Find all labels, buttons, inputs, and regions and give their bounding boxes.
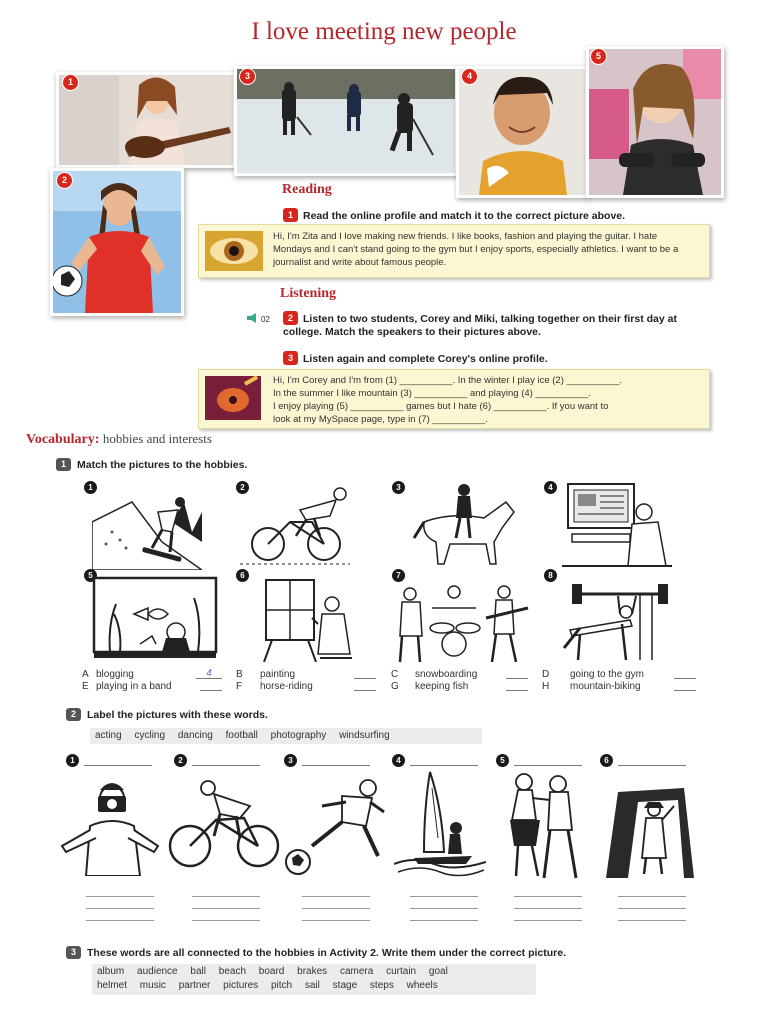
answer-a[interactable]: [196, 668, 222, 679]
task-number-1: 1: [283, 208, 298, 222]
option-d-letter: D: [542, 669, 550, 680]
ex2-pic-number-4: 4: [392, 754, 405, 767]
answer-g[interactable]: [506, 680, 528, 691]
ex2-label-line-6[interactable]: [618, 755, 686, 766]
windsurfer-illustration: [394, 768, 486, 880]
photo-smiling-boy-image: [459, 69, 585, 195]
ex3-word: beach: [218, 966, 247, 977]
ex3-word: curtain: [386, 966, 417, 977]
ex1-pic-number-3: 3: [392, 481, 405, 494]
photo-gaming-girl: [586, 46, 724, 198]
guitar-photo-icon: [205, 376, 261, 420]
horse-rider-illustration: [410, 482, 520, 570]
corey-profile-line-1: Hi, I'm Corey and I'm from (1) __________. In the winter I play ice (2) __________.: [273, 375, 622, 386]
option-f: [236, 681, 313, 692]
ex3-word: ball: [190, 966, 206, 977]
vocabulary-subheading: hobbies and interests: [102, 431, 212, 446]
write-line[interactable]: [302, 920, 370, 921]
answer-a-text: 4: [206, 668, 212, 679]
photo-number-5: 5: [590, 48, 607, 65]
option-a: [82, 669, 134, 680]
option-d: [542, 669, 644, 680]
corey-profile-line-2: In the summer I like mountain (3) __________ and playing (4) __________.: [273, 388, 591, 399]
listening-task-3-text: Listen again and complete Corey's online profile.: [303, 353, 548, 365]
ex3-word: sail: [304, 980, 320, 991]
mountain-biker-illustration: [240, 482, 350, 570]
ex1-pic-number-8: 8: [544, 569, 557, 582]
audio-track[interactable]: [247, 313, 270, 324]
answer-b[interactable]: [354, 668, 376, 679]
option-b-text: painting: [260, 669, 296, 680]
photo-guitar-girl: [56, 72, 236, 168]
ex1-pic-number-1: 1: [84, 481, 97, 494]
option-g: [391, 681, 468, 692]
write-line[interactable]: [86, 920, 154, 921]
ex2-word-bank: [90, 728, 482, 744]
dancers-illustration: [496, 770, 588, 882]
vocabulary-label: Vocabulary:: [26, 432, 100, 447]
ex2-pic-number-6: 6: [600, 754, 613, 767]
ex2-pic-number-1: 1: [66, 754, 79, 767]
ex2-instruction: [66, 708, 268, 721]
ex1-instruction-text: Match the pictures to the hobbies.: [77, 459, 248, 471]
reading-task-1: [283, 208, 625, 222]
write-line[interactable]: [410, 908, 478, 909]
photo-number-2: 2: [56, 172, 73, 189]
write-line[interactable]: [302, 896, 370, 897]
ex3-word: board: [258, 966, 285, 977]
photo-number-4: 4: [461, 68, 478, 85]
photo-number-3: 3: [239, 68, 256, 85]
listening-heading: Listening: [280, 286, 337, 301]
answer-e[interactable]: [200, 680, 222, 691]
ex3-instruction-text: These words are all connected to the hobbies in Activity 2. Write them under the correct picture.: [87, 947, 567, 959]
ex2-label-line-1[interactable]: [84, 755, 152, 766]
ex3-word: helmet: [97, 980, 128, 991]
ex2-label-line-5[interactable]: [514, 755, 582, 766]
ex2-word: cycling: [134, 730, 166, 741]
write-line[interactable]: [514, 896, 582, 897]
write-line[interactable]: [86, 908, 154, 909]
ex2-word: dancing: [177, 730, 213, 741]
page-title: I love meeting new people: [251, 18, 517, 45]
gym-bench-illustration: [560, 574, 670, 662]
option-d-text: going to the gym: [570, 669, 644, 680]
photo-gaming-girl-image: [589, 49, 721, 195]
ex1-pic-number-5: 5: [84, 569, 97, 582]
option-c-letter: C: [391, 669, 399, 680]
ex1-pic-number-4: 4: [544, 481, 557, 494]
option-b-letter: B: [236, 669, 243, 680]
ex3-word: steps: [369, 980, 394, 991]
ex2-pic-number-3: 3: [284, 754, 297, 767]
option-e-text: playing in a band: [96, 681, 172, 692]
ex3-word: pitch: [270, 980, 293, 991]
photographer-illustration: [58, 776, 162, 876]
write-line[interactable]: [86, 896, 154, 897]
option-f-letter: F: [236, 681, 243, 692]
option-b: [236, 669, 295, 680]
corey-profile-line-4: look at my MySpace page, type in (7) __________.: [273, 414, 488, 425]
option-f-text: horse-riding: [260, 681, 313, 692]
snowboarder-illustration: [92, 482, 202, 570]
write-line[interactable]: [302, 908, 370, 909]
ex3-word: stage: [332, 980, 358, 991]
ex3-number: 3: [66, 946, 81, 959]
photo-ice-hockey: [234, 66, 458, 176]
task-number-3: 3: [283, 351, 298, 365]
corey-profile-line-3: I enjoy playing (5) __________ games but I hate (6) __________. If you want to: [273, 401, 609, 412]
option-g-letter: G: [391, 681, 399, 692]
ex2-word: football: [225, 730, 258, 741]
ex3-word-row-2: [92, 979, 536, 993]
write-line[interactable]: [514, 920, 582, 921]
photo-number-1: 1: [62, 74, 79, 91]
answer-d[interactable]: [674, 668, 696, 679]
corey-profile-box: [198, 369, 710, 429]
reading-heading: Reading: [282, 182, 332, 197]
ex2-pic-number-2: 2: [174, 754, 187, 767]
option-e-letter: E: [82, 681, 89, 692]
write-line[interactable]: [618, 920, 686, 921]
option-c-text: snowboarding: [415, 669, 478, 680]
ex1-pic-number-6: 6: [236, 569, 249, 582]
write-line[interactable]: [514, 908, 582, 909]
ex2-instruction-text: Label the pictures with these words.: [87, 709, 268, 721]
option-e: [82, 681, 172, 692]
ex2-word: windsurfing: [339, 730, 390, 741]
listening-task-2: [283, 311, 693, 339]
ex2-number: 2: [66, 708, 81, 721]
painter-illustration: [252, 574, 362, 662]
ex3-word: album: [97, 966, 125, 977]
reading-task-1-text: Read the online profile and match it to the correct picture above.: [303, 210, 626, 222]
option-g-text: keeping fish: [415, 681, 469, 692]
option-a-text: blogging: [96, 669, 134, 680]
ex3-word: partner: [178, 980, 211, 991]
ex1-pic-number-2: 2: [236, 481, 249, 494]
write-line[interactable]: [410, 896, 478, 897]
write-line[interactable]: [192, 896, 260, 897]
ex2-pic-number-5: 5: [496, 754, 509, 767]
listening-task-2-text: Listen to two students, Corey and Miki, talking together on their first day at college. Match the speakers to their pictures above.: [283, 313, 677, 338]
ex3-word: wheels: [406, 980, 438, 991]
option-h: [542, 681, 641, 692]
answer-c[interactable]: [506, 668, 528, 679]
write-line[interactable]: [192, 920, 260, 921]
cyclist-illustration: [164, 776, 284, 868]
blogger-computer-illustration: [562, 482, 672, 570]
band-illustration: [392, 578, 532, 666]
photo-football-girl: [50, 168, 184, 316]
ex3-word: pictures: [223, 980, 259, 991]
photo-smiling-boy: [456, 66, 588, 198]
write-line[interactable]: [192, 908, 260, 909]
actor-stage-illustration: [598, 782, 698, 878]
zita-profile-box: [198, 224, 710, 278]
zita-profile-text: Hi, I'm Zita and I love making new friends. I like books, fashion and playing the guitar. I hate Mondays and I can't stand going to the gym but I enjoy sports, especially athletics. I want to be a journalist and write about famous people.: [273, 231, 679, 268]
ex1-pic-number-7: 7: [392, 569, 405, 582]
ex3-word-row-1: [92, 965, 536, 979]
ex2-word: photography: [270, 730, 327, 741]
ex3-word: brakes: [297, 966, 328, 977]
audio-track-number: 02: [261, 315, 270, 324]
ex3-word: camera: [339, 966, 374, 977]
ex3-word: audience: [137, 966, 178, 977]
ex3-word-bank: [92, 964, 536, 995]
footballer-illustration: [282, 776, 390, 876]
ex2-word: acting: [95, 730, 122, 741]
option-c: [391, 669, 477, 680]
write-line[interactable]: [410, 920, 478, 921]
option-h-letter: H: [542, 681, 550, 692]
ex1-number: 1: [56, 458, 71, 471]
photo-ice-hockey-image: [237, 69, 455, 173]
option-a-letter: A: [82, 669, 89, 680]
ex3-instruction: [66, 946, 566, 959]
ex1-instruction: [56, 458, 247, 471]
vocabulary-heading: [26, 431, 212, 448]
answer-f[interactable]: [354, 680, 376, 691]
task-number-2: 2: [283, 311, 298, 325]
photo-guitar-girl-image: [59, 75, 233, 165]
write-line[interactable]: [618, 896, 686, 897]
fish-tank-illustration: [90, 574, 220, 662]
photo-football-girl-image: [53, 171, 181, 313]
listening-task-3: [283, 351, 548, 365]
ex3-word: goal: [428, 966, 448, 977]
ex3-word: music: [139, 980, 166, 991]
ex2-label-line-3[interactable]: [302, 755, 370, 766]
speaker-icon: [247, 313, 261, 323]
answer-h[interactable]: [674, 680, 696, 691]
option-h-text: mountain-biking: [570, 681, 641, 692]
ex2-label-line-2[interactable]: [192, 755, 260, 766]
ex2-label-line-4[interactable]: [410, 755, 478, 766]
write-line[interactable]: [618, 908, 686, 909]
eye-icon: [205, 231, 263, 271]
